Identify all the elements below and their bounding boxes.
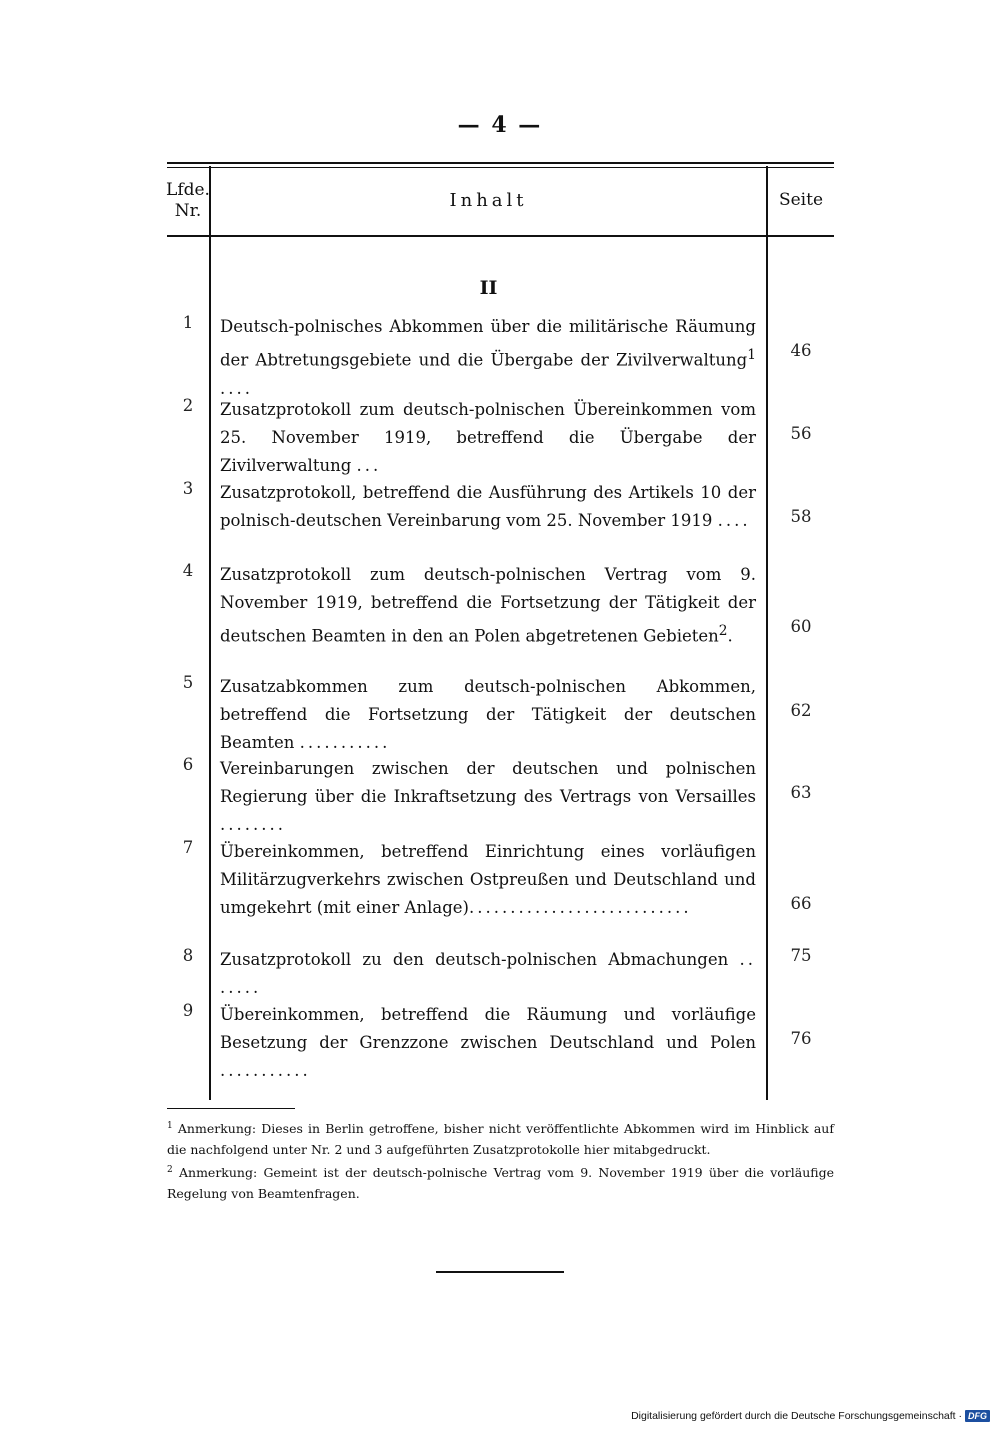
entry-title-text: Zusatzabkommen zum deutsch-polnischen Abkommen, betreffend die Fortsetzung der Tätigkeit der deutschen Beamten	[220, 677, 756, 752]
footnote-text: Anmerkung: Dieses in Berlin getroffene, bisher nicht veröffentlichte Abkommen wird im Hinblick auf die nachfolgend unter Nr. 2 und 3 aufgeführten Zusatzprotokolle hier mitabgedruckt.	[167, 1121, 834, 1158]
leader-dots: ....	[220, 378, 253, 398]
leader-dots: ...	[356, 456, 382, 475]
entry-number: 9	[182, 1001, 194, 1020]
entry-title-text: Zusatzprotokoll zum deutsch-polnischen Übereinkommen vom 25. November 1919, betreffend die Übergabe der Zivilverwaltung	[220, 400, 756, 475]
entry-title-text: Übereinkommen, betreffend Einrichtung eines vorläufigen Militärzugverkehrs zwischen Ostpreußen und Deutschland und umgekehrt (mit einer Anlage)	[220, 842, 756, 917]
entry-page: 56	[790, 424, 812, 443]
entry-title	[220, 561, 756, 651]
entry-number: 5	[182, 673, 194, 692]
entry-page: 46	[790, 341, 812, 360]
footnote-marker: 2	[167, 1165, 173, 1176]
entry-title-text: Zusatzprotokoll zum deutsch-polnischen Vertrag vom 9. November 1919, betreffend die Fortsetzung der Tätigkeit der deutschen Beamten in den an Polen abgetretenen Gebieten	[220, 565, 756, 646]
credit-text: Digitalisierung gefördert durch die Deutsche Forschungsgemeinschaft ·	[631, 1410, 962, 1422]
entry-page: 60	[790, 617, 812, 636]
entry-number: 8	[182, 946, 194, 965]
table-header-bottom-rule	[167, 235, 834, 237]
column-header-nr-label: Lfde. Nr.	[166, 179, 210, 221]
column-header-nr	[167, 170, 209, 232]
entry-page: 62	[790, 701, 812, 720]
leader-dots: ...........	[220, 1061, 311, 1080]
entry-page: 66	[790, 894, 812, 913]
entry-number: 6	[182, 755, 194, 774]
entry-page: 75	[790, 946, 812, 965]
entry-title	[220, 396, 756, 480]
entry-title	[220, 946, 756, 1002]
entry-number: 3	[182, 479, 194, 498]
column-header-inhalt: Inhalt	[449, 189, 528, 211]
table-top-rule-thin	[167, 167, 834, 168]
entry-number: 7	[182, 838, 194, 857]
footnotes	[167, 1116, 834, 1204]
entry-page: 76	[790, 1029, 812, 1048]
entry-number: 1	[182, 313, 194, 332]
entry-title	[220, 479, 756, 535]
footnote-separator	[167, 1108, 295, 1109]
entry-number: 2	[182, 396, 194, 415]
table-top-rule	[167, 162, 834, 164]
table-column-divider-left	[209, 166, 211, 1100]
footnote-marker: 1	[167, 1121, 173, 1131]
entry-title-text: Zusatzprotokoll zu den deutsch-polnischen Abmachungen	[220, 950, 729, 969]
entry-title	[220, 313, 756, 403]
entry-page: 58	[790, 507, 812, 526]
entry-title	[220, 838, 756, 922]
entry-title	[220, 1001, 756, 1085]
footnote	[167, 1160, 834, 1204]
dfg-logo: DFG	[965, 1410, 990, 1422]
section-label: II	[479, 277, 498, 299]
footnote	[167, 1116, 834, 1160]
leader-dots: .. .....	[220, 950, 757, 997]
footnote-reference: 1	[747, 347, 756, 363]
entry-number: 4	[182, 561, 194, 580]
column-header-seite: Seite	[778, 190, 824, 211]
digitization-credit	[631, 1410, 990, 1422]
leader-dots: ........	[220, 815, 286, 834]
entry-title-text: Übereinkommen, betreffend die Räumung und vorläufige Besetzung der Grenzzone zwischen Deutschland und Polen	[220, 1005, 756, 1052]
page-number: — 4 —	[457, 112, 543, 138]
leader-dots: .	[727, 626, 736, 646]
leader-dots: ...........................	[468, 898, 692, 917]
entry-title-text: Zusatzprotokoll, betreffend die Ausführung des Artikels 10 der polnisch-deutschen Vereinbarung vom 25. November 1919	[220, 483, 756, 530]
closing-rule	[436, 1271, 564, 1273]
entry-page: 63	[790, 783, 812, 802]
entry-title-text: Deutsch-polnisches Abkommen über die militärische Räumung der Abtretungsgebiete und die Übergabe der Zivilverwaltung	[220, 317, 756, 370]
leader-dots: ...........	[299, 733, 391, 752]
footnote-reference: 2	[718, 623, 728, 639]
footnote-text: Anmerkung: Gemeint ist der deutsch-polnische Vertrag vom 9. November 1919 über die vorläufige Regelung von Beamtenfragen.	[167, 1165, 834, 1202]
entry-title-text: Vereinbarungen zwischen der deutschen und polnischen Regierung über die Inkraftsetzung des Vertrags von Versailles	[220, 759, 756, 806]
entry-title	[220, 673, 756, 757]
entry-title	[220, 755, 756, 839]
leader-dots: ....	[717, 511, 751, 530]
